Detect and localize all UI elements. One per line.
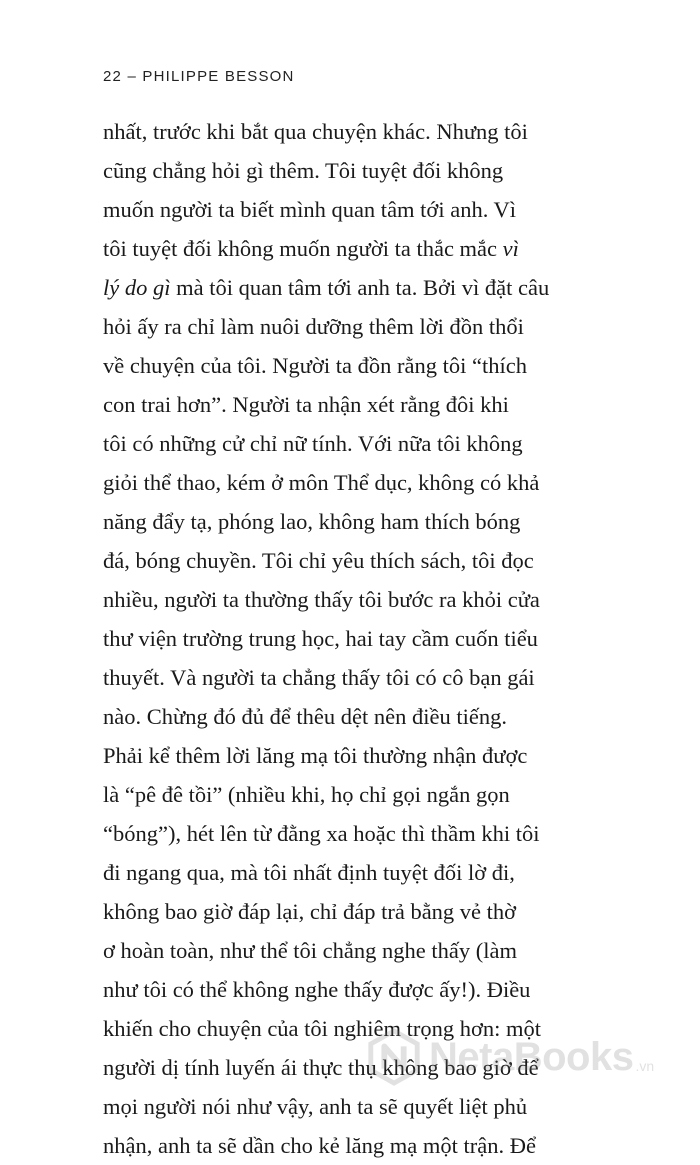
text-line: như tôi có thể không nghe thấy được ấy!). Điều — [103, 977, 531, 1002]
text-line: “bóng”), hét lên từ đằng xa hoặc thì thầm khi tôi — [103, 821, 540, 846]
text-line — [103, 268, 623, 307]
text-line: nhiều, người ta thường thấy tôi bước ra khỏi cửa — [103, 587, 540, 612]
page-body-text — [103, 112, 623, 1165]
text-line: thuyết. Và người ta chẳng thấy tôi có cô bạn gái — [103, 665, 535, 690]
running-header: 22 – PHILIPPE BESSON — [103, 68, 295, 85]
text-line: năng đẩy tạ, phóng lao, không ham thích bóng — [103, 509, 521, 534]
text-line: nào. Chừng đó đủ để thêu dệt nên điều tiếng. — [103, 704, 507, 729]
text-line: muốn người ta biết mình quan tâm tới anh. Vì — [103, 197, 517, 222]
netabooks-watermark — [365, 1022, 695, 1092]
text-line: giỏi thể thao, kém ở môn Thể dục, không có khả — [103, 470, 540, 495]
text-line: cũng chẳng hỏi gì thêm. Tôi tuyệt đối không — [103, 158, 504, 183]
text-segment: mà tôi quan tâm tới anh ta. Bởi vì đặt câu — [176, 275, 550, 300]
text-line: người dị tính luyến ái thực thụ không bao giờ để — [103, 1055, 539, 1080]
text-line: con trai hơn”. Người ta nhận xét rằng đôi khi — [103, 392, 509, 417]
text-line: nhận, anh ta sẽ dần cho kẻ lăng mạ một trận. Để — [103, 1133, 536, 1158]
text-line: đi ngang qua, mà tôi nhất định tuyệt đối lờ đi, — [103, 860, 515, 885]
italic-text: vì — [502, 236, 519, 261]
text-line: về chuyện của tôi. Người ta đồn rằng tôi “thích — [103, 353, 527, 378]
text-line: nhất, trước khi bắt qua chuyện khác. Nhưng tôi — [103, 119, 528, 144]
italic-text: lý do gì — [103, 275, 171, 300]
text-line: hỏi ấy ra chỉ làm nuôi dưỡng thêm lời đồn thổi — [103, 314, 524, 339]
text-line: không bao giờ đáp lại, chỉ đáp trả bằng vẻ thờ — [103, 899, 517, 924]
text-line: là “pê đê tồi” (nhiều khi, họ chỉ gọi ngắn gọn — [103, 782, 510, 807]
text-segment: tôi tuyệt đối không muốn người ta thắc mắc — [103, 236, 503, 261]
text-line: thư viện trường trung học, hai tay cầm cuốn tiểu — [103, 626, 538, 651]
text-line: khiến cho chuyện của tôi nghiêm trọng hơn: một — [103, 1016, 542, 1041]
text-line: Phải kể thêm lời lăng mạ tôi thường nhận được — [103, 743, 528, 768]
text-line: tôi có những cử chỉ nữ tính. Với nữa tôi không — [103, 431, 523, 456]
hexagon-n-logo-icon — [365, 1028, 423, 1086]
text-line: ơ hoàn toàn, như thể tôi chẳng nghe thấy (làm — [103, 938, 517, 963]
watermark-suffix: .vn — [635, 1058, 655, 1074]
watermark-brand: NetaBooks — [429, 1034, 634, 1079]
text-line — [103, 229, 623, 268]
text-line: mọi người nói như vậy, anh ta sẽ quyết liệt phủ — [103, 1094, 528, 1119]
text-line: đá, bóng chuyền. Tôi chỉ yêu thích sách, tôi đọc — [103, 548, 534, 573]
